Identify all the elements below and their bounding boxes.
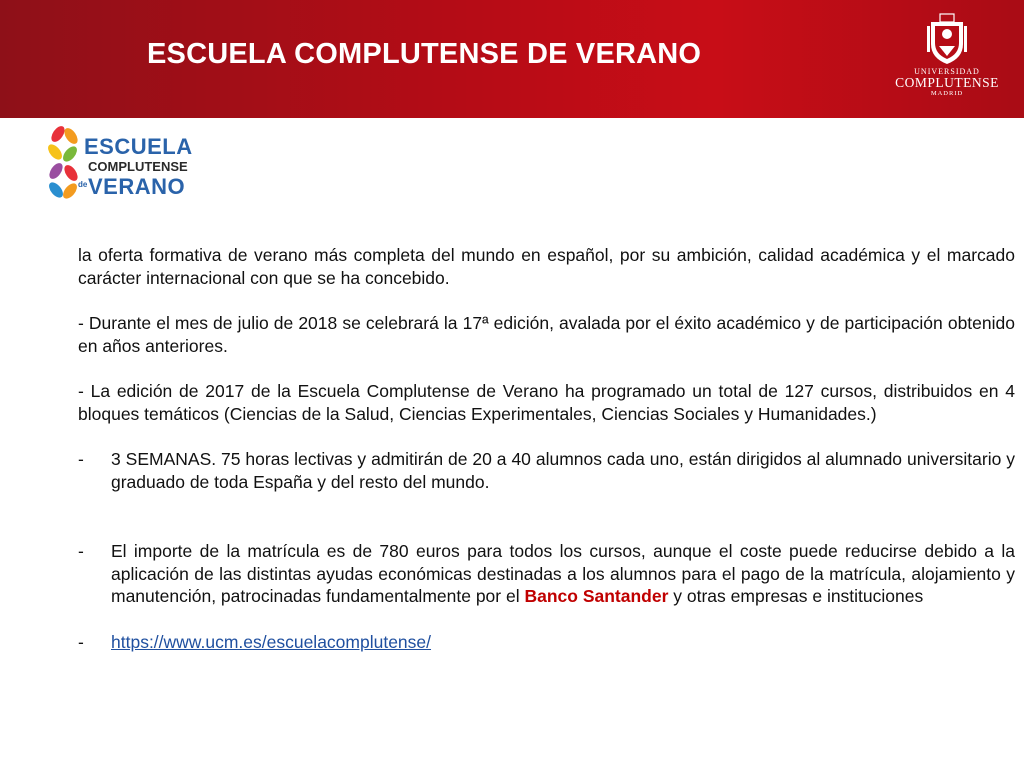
bullet-dash: -: [78, 449, 84, 469]
ucm-logo-line2: COMPLUTENSE: [895, 75, 999, 90]
ucm-logo: [892, 12, 1002, 112]
logo-word-complutense: COMPLUTENSE: [88, 159, 188, 174]
ucm-logo-line3: MADRID: [930, 90, 964, 97]
bullet-dash: -: [78, 631, 84, 652]
main-content: [78, 244, 1015, 653]
escuela-complutense-logo: [44, 124, 193, 208]
courses-paragraph: - La edición de 2017 de la Escuela Complutense de Verano ha programado un total de 127 cursos, distribuidos en 4 bloques temáticos (Ciencias de la Salud, Ciencias Experimentales, Ciencias Sociales y Humanidades.): [78, 381, 1015, 424]
fee-text: El importe de la matrícula es de 780 euros para todos los cursos, aunque el coste puede reducirse debido a la aplicación de las distintas ayudas económicas destinadas a los alumnos para el pago de la matrícula, alojamiento y manutención, patrocinadas fundamentalmente por el: [111, 541, 1015, 606]
sponsor-highlight: Banco Santander: [524, 586, 669, 606]
ucm-logo-line1: UNIVERSIDAD: [914, 67, 980, 76]
leaf-emblem-icon: [44, 124, 84, 208]
edition-paragraph: - Durante el mes de julio de 2018 se celebrará la 17ª edición, avalada por el éxito académico y de participación obtenido en años anteriores.: [78, 313, 1015, 356]
list-item: [78, 448, 1015, 493]
ucm-crest-icon: [925, 12, 969, 66]
website-link[interactable]: https://www.ucm.es/escuelacomplutense/: [111, 631, 432, 652]
header-banner: [0, 0, 1024, 118]
logo-word-escuela: ESCUELA: [84, 134, 193, 159]
weeks-text: 3 SEMANAS. 75 horas lectivas y admitirán de 20 a 40 alumnos cada uno, están dirigidos al alumnado universitario y graduado de toda España y del resto del mundo.: [111, 449, 1015, 492]
logo-word-de: de: [78, 180, 88, 189]
list-item: [78, 540, 1015, 608]
page-title: ESCUELA COMPLUTENSE DE VERANO: [147, 38, 702, 70]
fee-text-end: y otras empresas e instituciones: [668, 586, 924, 606]
bullet-dash: -: [78, 541, 84, 561]
list-item: [78, 631, 1015, 654]
logo-word-verano: VERANO: [88, 174, 186, 199]
intro-paragraph: la oferta formativa de verano más completa del mundo en español, por su ambición, calidad académica y el marcado carácter internacional con que se ha concebido.: [78, 245, 1015, 288]
